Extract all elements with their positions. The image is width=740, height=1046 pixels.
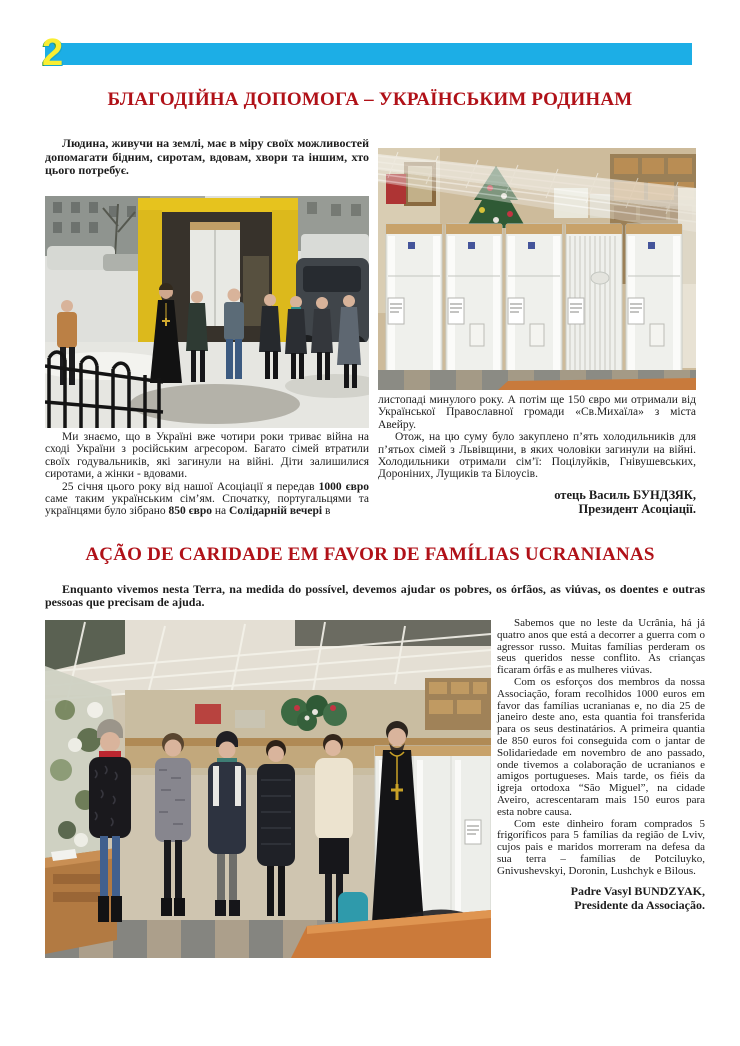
signature-role: Presidente da Associação. xyxy=(574,897,705,912)
text-segment: на xyxy=(212,505,230,518)
page-header-bar xyxy=(45,43,692,65)
text-segment: 25 січня цього року від нашої Асоціації я передав xyxy=(62,480,319,493)
pt-right-column xyxy=(497,618,705,912)
signature-name: Padre Vasyl BUNDZYAK, xyxy=(570,883,705,898)
ua-signature xyxy=(378,488,696,517)
text-paragraph: Людина, живучи на землі, має в міру своїх можливостей допомагати бідним, сиротам, вдовам, хвори та іншим, хто цього потребує. xyxy=(45,136,369,178)
ua-intro-paragraph xyxy=(45,137,369,178)
article-title-pt: AÇÃO DE CARIDADE EM FAVOR DE FAMÍLIAS UCRANIANAS xyxy=(85,544,655,565)
text-paragraph: Com este dinheiro foram comprados 5 frigoríficos para 5 famílias da região de Lviv, cujos pais e maridos morreram na defesa da sua terra – famílias de Potciluyko, Gnivushevskyi, Doronin, Lushchyk e Bilous. xyxy=(497,817,705,877)
photo-truck-illustration xyxy=(45,196,369,428)
photo-group-indoors xyxy=(45,620,491,958)
checkered-floor xyxy=(378,370,696,390)
text-paragraph: Com os esforços dos membros da nossa Associação, foram recolhidos 1000 euros em favor das famílias ucranianas e, no dia 25 de janeiro deste ano, esta quantia foi transferida para os seus destinatários. A primeira quantia de 850 euros foi conseguida com o jantar de Solidariedade em novembro de ano passado, onde tivemos a colaboração de ucranianos e amigos portugueses. Mais tarde, os fiéis da igreja ortodoxa “São Miguel”, na cidade Aveiro, acrescentaram mais 150 euros para esta nobre causa. xyxy=(497,675,705,818)
photo-refrigerators-illustration xyxy=(378,148,696,390)
article-title-ua: БЛАГОДІЙНА ДОПОМОГА – УКРАЇНСЬКИМ РОДИНАМ xyxy=(107,89,633,110)
text-segment: саме таким українським сім’ям. Спочатку, португальцями та українцями було зібрано xyxy=(45,493,369,518)
text-segment: в xyxy=(322,505,331,518)
text-paragraph xyxy=(45,481,369,518)
bold-amount-1000-euro: 1000 євро xyxy=(318,480,369,493)
bold-amount-850-euro: 850 євро xyxy=(168,505,212,518)
text-paragraph: листопаді минулого року. А потім ще 150 євро ми отримали від Української Православної громади «Св.Михаїла» з міста Авейру. xyxy=(378,394,696,431)
text-paragraph: Sabemos que no leste da Ucrânia, há já quatro anos que está a decorrer a guerra com o agressor russo. Muitas famílias perderam os seus queridos nesse conflito. As crianças ficaram órfãs e as mulheres viúvas. xyxy=(497,617,705,677)
ua-right-column xyxy=(378,394,696,517)
signature-name: отець Василь БУНДЗЯК, xyxy=(554,487,696,502)
photo-refrigerators xyxy=(378,148,696,390)
text-paragraph: Отож, на цю суму було закуплено п’ять холодильників для п’ятьох сімей з Львівщини, в яких чоловіки загинули на війні. Холодильники отримали сім’ї: Поцілуйків, Гнівушевських, Дороніних, Лущиків та Білоусів. xyxy=(378,431,696,481)
pt-signature xyxy=(497,884,705,912)
photo-group-illustration xyxy=(45,620,491,958)
bold-solidarity-dinner: Солідарній вечері xyxy=(229,505,323,518)
text-paragraph: Enquanto vivemos nesta Terra, na medida do possível, devemos ajudar os pobres, os órfãos, as viúvas, os doentes e outras pessoas que precisam de ajuda. xyxy=(45,582,705,609)
signature-role: Президент Асоціації. xyxy=(578,502,696,517)
refrigerator-row xyxy=(386,224,682,372)
photo-truck-loading xyxy=(45,196,369,428)
page-number: 2 xyxy=(42,32,64,74)
pt-intro-paragraph xyxy=(45,583,705,609)
ua-left-column xyxy=(45,431,369,518)
text-paragraph: Ми знаємо, що в Україні вже чотири роки триває війна на сході України з російським агресором. Багато сімей втратили своїх годувальників, які загинули на війні. Діти залишилися сиротами, а жінки - вдовами. xyxy=(45,431,369,481)
